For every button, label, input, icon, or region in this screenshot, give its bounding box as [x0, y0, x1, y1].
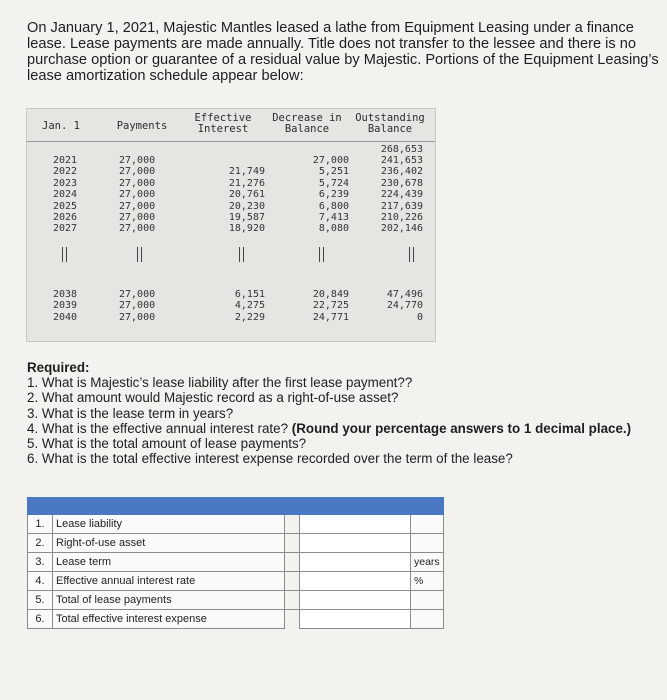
cell-interest: 6,151: [234, 289, 265, 300]
row-unit: %: [411, 572, 444, 591]
answer-table-header: [28, 498, 444, 515]
question-4: [27, 421, 663, 436]
cell-interest: 21,749: [228, 166, 265, 178]
balance-bottom: [355, 289, 423, 323]
cell-balance: 210,226: [380, 212, 423, 224]
cell-year: 2039: [53, 300, 78, 312]
cell-year: 2038: [53, 289, 78, 300]
cell-balance: 202,146: [380, 223, 423, 235]
ellipsis-dash: [323, 247, 324, 262]
total-payments-input[interactable]: [300, 591, 410, 609]
balance-top: [355, 155, 423, 235]
cell-balance: 241,653: [380, 155, 423, 166]
ellipsis-dash: [409, 247, 410, 262]
row-label: Total of lease payments: [53, 591, 285, 610]
cell-payment: 27,000: [119, 177, 156, 189]
cell-decrease: 5,251: [318, 166, 349, 178]
payments-bottom: [119, 289, 155, 323]
cell-year: 2023: [53, 177, 78, 189]
question-3: 3. What is the lease term in years?: [27, 405, 234, 421]
cell-balance: 224,439: [380, 189, 423, 201]
cell-payment: 27,000: [119, 155, 156, 166]
required-section: [27, 360, 663, 466]
interest-top: [207, 155, 265, 235]
ellipsis-dash: [243, 247, 244, 262]
cell-decrease: 27,000: [312, 155, 349, 166]
years-bottom: [53, 289, 77, 323]
cell-payment: 27,000: [119, 300, 156, 312]
question-5: 5. What is the total amount of lease payments?: [27, 436, 307, 452]
question-2: 2. What amount would Majestic record as a right-of-use asset?: [27, 390, 399, 406]
question-4-text: 4. What is the effective annual interest rate?: [27, 420, 289, 436]
payments-top: [119, 155, 155, 235]
answer-table: [27, 497, 444, 629]
initial-balance: 268,653: [380, 144, 423, 155]
cell-year: 2026: [53, 212, 78, 224]
ellipsis-dash: [413, 247, 414, 262]
row-number: 1.: [28, 515, 53, 534]
cell-interest: 2,229: [234, 311, 265, 323]
cell-payment: 27,000: [119, 223, 156, 235]
ellipsis-dash: [141, 247, 142, 262]
answer-row-right-of-use-asset: [28, 534, 444, 553]
cell-balance: 230,678: [380, 177, 423, 189]
cell-year: 2022: [53, 166, 78, 178]
cell-balance: 47,496: [386, 289, 423, 300]
answer-row-total-payments: [28, 591, 444, 610]
ellipsis-dash: [319, 247, 320, 262]
cell-interest: 18,920: [228, 223, 265, 235]
row-label: Lease liability: [53, 515, 285, 534]
total-interest-input[interactable]: [300, 610, 410, 628]
cell-payment: 27,000: [119, 200, 156, 212]
row-unit: [411, 534, 444, 553]
cell-balance: 217,639: [380, 200, 423, 212]
cell-balance: 0: [416, 311, 423, 323]
cell-year: 2025: [53, 200, 78, 212]
cell-interest: 19,587: [228, 212, 265, 224]
header-outstanding-balance: Outstanding Balance: [355, 112, 425, 135]
cell-interest: 20,230: [228, 200, 265, 212]
right-of-use-asset-input[interactable]: [300, 534, 410, 552]
question-4-rounding-note: (Round your percentage answers to 1 decimal place.): [291, 420, 632, 436]
cell-decrease: 5,724: [318, 177, 349, 189]
row-unit: years: [411, 553, 444, 572]
row-label: Lease term: [53, 553, 285, 572]
cell-decrease: 6,800: [318, 200, 349, 212]
row-unit: [411, 591, 444, 610]
answer-row-total-interest: [28, 610, 444, 629]
row-label: Right-of-use asset: [53, 534, 285, 553]
row-label: Effective annual interest rate: [53, 572, 285, 591]
years-top: [53, 155, 77, 235]
row-unit: [411, 515, 444, 534]
cell-payment: 27,000: [119, 189, 156, 201]
cell-decrease: 22,725: [312, 300, 349, 312]
question-1: 1. What is Majestic’s lease liability after the first lease payment??: [27, 375, 413, 391]
header-divider: [27, 141, 435, 142]
cell-payment: 27,000: [119, 289, 156, 300]
cell-payment: 27,000: [119, 311, 156, 323]
cell-interest: 4,275: [234, 300, 265, 312]
cell-year: 2021: [53, 155, 78, 166]
row-number: 5.: [28, 591, 53, 610]
cell-balance: 236,402: [380, 166, 423, 178]
cell-year: 2024: [53, 189, 78, 201]
decrease-bottom: [285, 289, 349, 323]
cell-interest: 20,761: [228, 189, 265, 201]
row-number: 4.: [28, 572, 53, 591]
row-unit: [411, 610, 444, 629]
problem-intro: On January 1, 2021, Majestic Mantles leased a lathe from Equipment Leasing under a finance lease. Lease payments are made annually. Title does not transfer to the lessee and there is no purchase option or guarantee of a residual value by Majestic. Portions of the Equipment Leasing’s lease amortization schedule appear below:: [27, 20, 659, 84]
row-number: 2.: [28, 534, 53, 553]
cell-decrease: 8,080: [318, 223, 349, 235]
row-number: 6.: [28, 610, 53, 629]
cell-year: 2040: [53, 311, 78, 323]
cell-decrease: 6,239: [318, 189, 349, 201]
cell-payment: 27,000: [119, 166, 156, 178]
cell-decrease: 7,413: [318, 212, 349, 224]
interest-bottom: [207, 289, 265, 323]
header-payments: Payments: [116, 120, 168, 132]
ellipsis-dash: [239, 247, 240, 262]
ellipsis-dash: [62, 247, 63, 262]
header-effective-interest: Effective Interest: [194, 112, 252, 135]
answer-row-lease-liability: [28, 515, 444, 534]
cell-decrease: 20,849: [312, 289, 349, 300]
lease-term-input[interactable]: [300, 553, 410, 571]
header-decrease-in-balance: Decrease in Balance: [272, 112, 342, 135]
question-6: 6. What is the total effective interest expense recorded over the term of the lease?: [27, 451, 513, 467]
interest-rate-input[interactable]: [300, 572, 410, 590]
row-number: 3.: [28, 553, 53, 572]
cell-payment: 27,000: [119, 212, 156, 224]
decrease-top: [285, 155, 349, 235]
cell-interest: 21,276: [228, 177, 265, 189]
required-title: Required:: [27, 360, 90, 375]
ellipsis-dash: [137, 247, 138, 262]
cell-decrease: 24,771: [312, 311, 349, 323]
header-jan1: Jan. 1: [42, 120, 80, 132]
ellipsis-dash: [66, 247, 67, 262]
row-label: Total effective interest expense: [53, 610, 285, 629]
cell-year: 2027: [53, 223, 78, 235]
answer-row-lease-term: [28, 553, 444, 572]
cell-balance: 24,770: [386, 300, 423, 312]
amortization-schedule: [26, 108, 436, 342]
cell-interest: [207, 155, 265, 166]
answer-row-interest-rate: [28, 572, 444, 591]
lease-liability-input[interactable]: [300, 515, 410, 533]
